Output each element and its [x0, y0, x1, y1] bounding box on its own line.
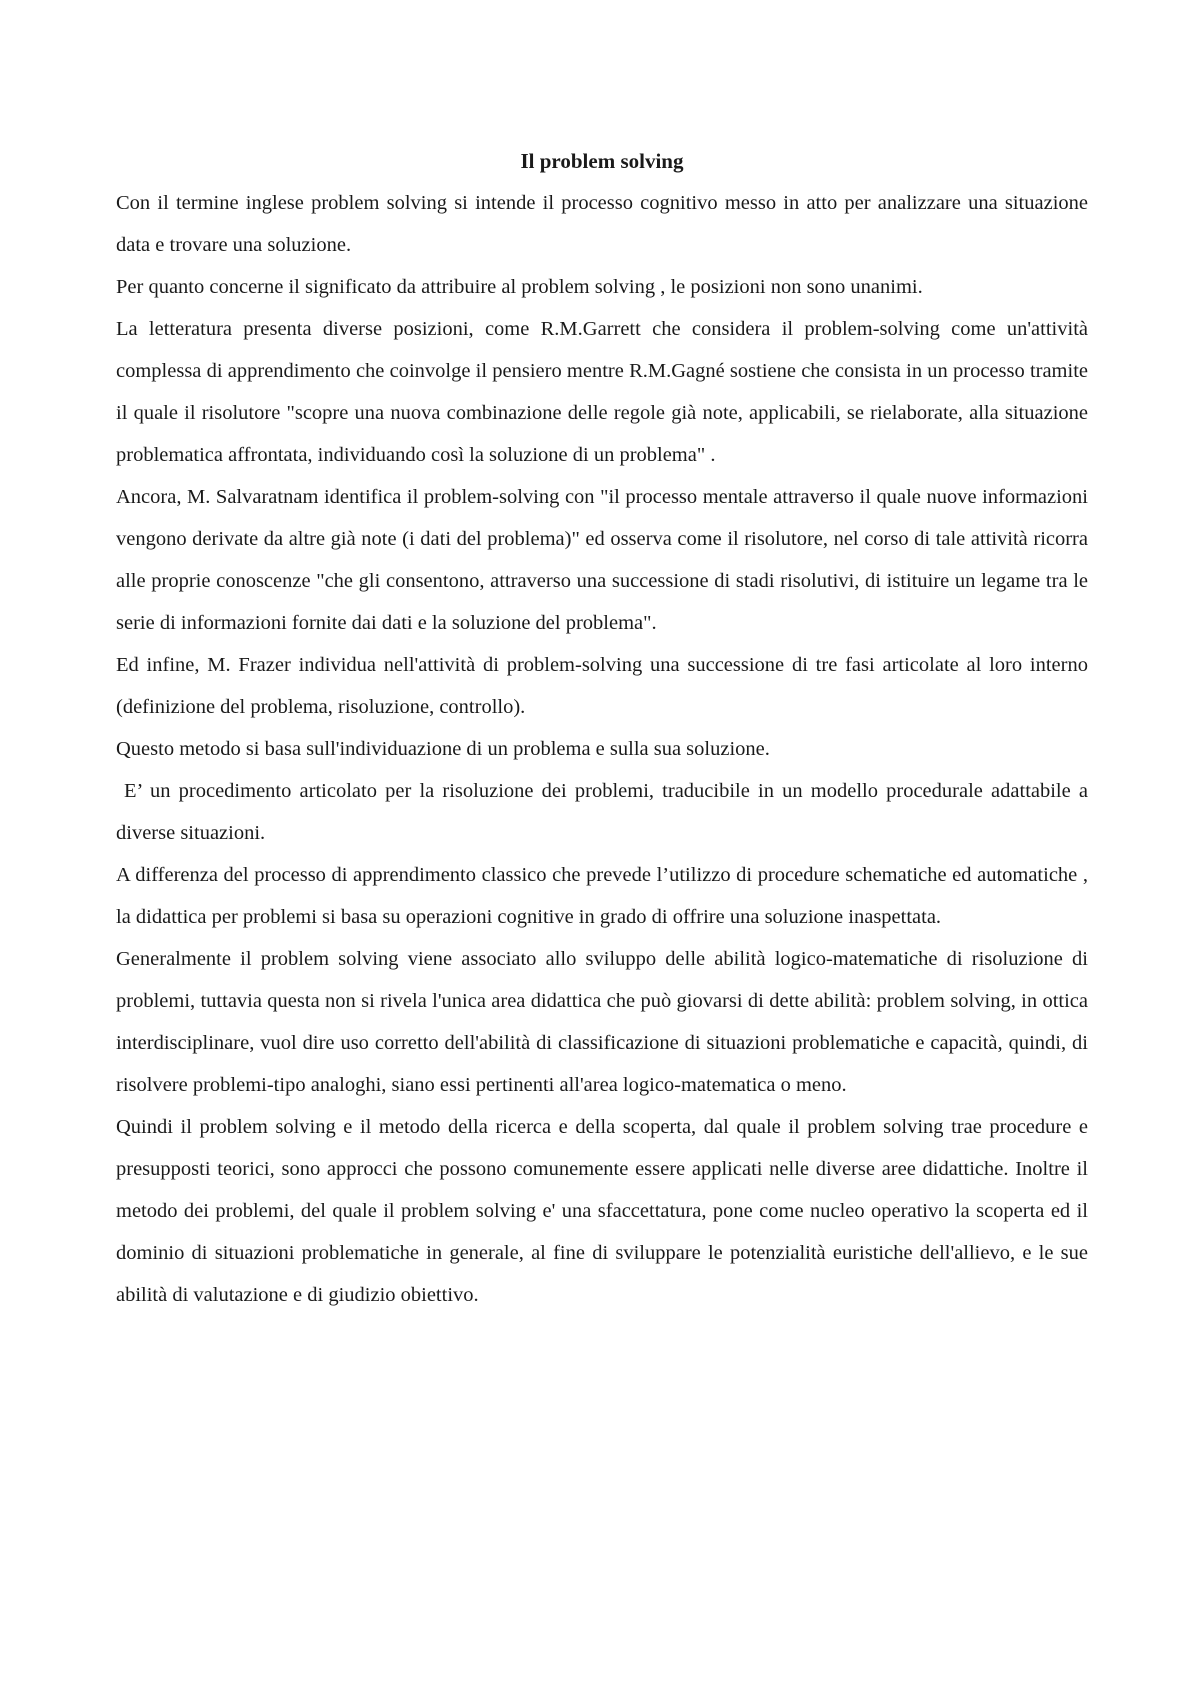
paragraph-method: Questo metodo si basa sull'individuazione di un problema e sulla sua soluzione. — [116, 738, 770, 760]
paragraph-positions: Per quanto concerne il significato da attribuire al problem solving , le posizioni non sono unanimi. — [116, 276, 923, 298]
document-body — [116, 140, 1088, 1316]
paragraph-frazer: Ed infine, M. Frazer individua nell'attività di problem-solving una successione di tre fasi articolate al loro interno (definizione del problema, risoluzione, controllo). — [116, 654, 1088, 718]
paragraph-definition: Con il termine inglese problem solving si intende il processo cognitivo messo in atto per analizzare una situazione data e trovare una soluzione. — [116, 192, 1088, 256]
paragraph-procedure: E’ un procedimento articolato per la risoluzione dei problemi, traducibile in un modello procedurale adattabile a diverse situazioni. — [116, 780, 1088, 844]
paragraph-logic-math: Generalmente il problem solving viene associato allo sviluppo delle abilità logico-matematiche di risoluzione di problemi, tuttavia questa non si rivela l'unica area didattica che può giovarsi di dette abilità: problem solving, in ottica interdisciplinare, vuol dire uso corretto dell'abilità di classificazione di situazioni problematiche e capacità, quindi, di risolvere problemi-tipo analoghi, siano essi pertinenti all'area logico-matematica o meno. — [116, 948, 1088, 1096]
paragraph-difference: A differenza del processo di apprendimento classico che prevede l’utilizzo di procedure schematiche ed automatiche , la didattica per problemi si basa su operazioni cognitive in grado di offrire una soluzione inaspettata. — [116, 864, 1088, 928]
document-title: Il problem solving — [520, 149, 684, 173]
paragraph-conclusion: Quindi il problem solving e il metodo della ricerca e della scoperta, dal quale il problem solving trae procedure e presupposti teorici, sono approcci che possono comunemente essere applicati nelle diverse aree didattiche. Inoltre il metodo dei problemi, del quale il problem solving e' una sfaccettatura, pone come nucleo operativo la scoperta ed il dominio di situazioni problematiche in generale, al fine di sviluppare le potenzialità euristiche dell'allievo, e le sue abilità di valutazione e di giudizio obiettivo. — [116, 1116, 1088, 1306]
paragraph-salvaratnam: Ancora, M. Salvaratnam identifica il problem-solving con "il processo mentale attraverso il quale nuove informazioni vengono derivate da altre già note (i dati del problema)" ed osserva come il risolutore, nel corso di tale attività ricorra alle proprie conoscenze "che gli consentono, attraverso una successione di stadi risolutivi, di istituire un legame tra le serie di informazioni fornite dai dati e la soluzione del problema". — [116, 486, 1088, 634]
paragraph-garrett-gagne: La letteratura presenta diverse posizioni, come R.M.Garrett che considera il problem-solving come un'attività complessa di apprendimento che coinvolge il pensiero mentre R.M.Gagné sostiene che consista in un processo tramite il quale il risolutore "scopre una nuova combinazione delle regole già note, applicabili, se rielaborate, alla situazione problematica affrontata, individuando così la soluzione di un problema" . — [116, 318, 1088, 466]
